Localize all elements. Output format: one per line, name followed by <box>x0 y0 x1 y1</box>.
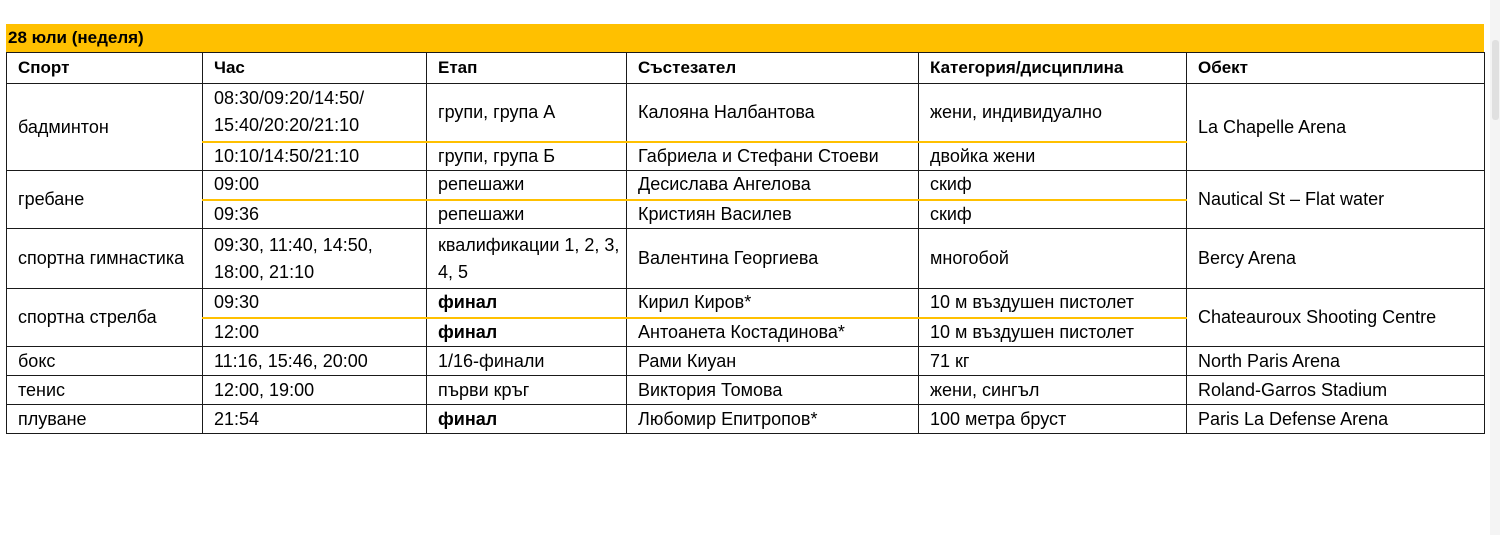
venue-cell: Paris La Defense Arena <box>1187 405 1485 434</box>
time-cell: 21:54 <box>203 405 427 434</box>
table-row <box>7 289 1485 318</box>
sport-cell: тенис <box>7 376 203 405</box>
stage-cell: първи кръг <box>427 376 627 405</box>
category-cell: скиф <box>919 200 1187 229</box>
vertical-scrollbar[interactable] <box>1490 0 1500 535</box>
athlete-cell: Антоанета Костадинова* <box>627 318 919 347</box>
category-cell: жени, сингъл <box>919 376 1187 405</box>
stage-cell: репешажи <box>427 200 627 229</box>
sport-cell: плуване <box>7 405 203 434</box>
time-cell: 08:30/09:20/14:50/ 15:40/20:20/21:10 <box>203 84 427 142</box>
table-row <box>7 84 1485 142</box>
time-cell: 09:30, 11:40, 14:50, 18:00, 21:10 <box>203 229 427 289</box>
table-row <box>7 376 1485 405</box>
athlete-cell: Рами Киуан <box>627 347 919 376</box>
table-row <box>7 171 1485 200</box>
time-cell: 10:10/14:50/21:10 <box>203 142 427 171</box>
athlete-cell: Кристиян Василев <box>627 200 919 229</box>
stage-cell: групи, група А <box>427 84 627 142</box>
sport-cell: гребане <box>7 171 203 229</box>
sport-cell: бокс <box>7 347 203 376</box>
time-cell: 09:30 <box>203 289 427 318</box>
venue-cell: Nautical St – Flat water <box>1187 171 1485 229</box>
stage-cell: квалификации 1, 2, 3, 4, 5 <box>427 229 627 289</box>
schedule-table <box>6 52 1485 434</box>
time-cell: 09:00 <box>203 171 427 200</box>
schedule-sheet <box>6 24 1484 434</box>
sport-cell: бадминтон <box>7 84 203 171</box>
athlete-cell: Десислава Ангелова <box>627 171 919 200</box>
table-row <box>7 347 1485 376</box>
header-row <box>7 53 1485 84</box>
header-time: Час <box>203 53 427 84</box>
athlete-cell: Виктория Томова <box>627 376 919 405</box>
venue-cell: Bercy Arena <box>1187 229 1485 289</box>
stage-cell: финал <box>427 405 627 434</box>
category-cell: жени, индивидуално <box>919 84 1187 142</box>
stage-cell: финал <box>427 318 627 347</box>
header-stage: Етап <box>427 53 627 84</box>
header-venue: Обект <box>1187 53 1485 84</box>
header-sport: Спорт <box>7 53 203 84</box>
venue-cell: Chateauroux Shooting Centre <box>1187 289 1485 347</box>
stage-cell: групи, група Б <box>427 142 627 171</box>
category-cell: скиф <box>919 171 1187 200</box>
category-cell: двойка жени <box>919 142 1187 171</box>
athlete-cell: Кирил Киров* <box>627 289 919 318</box>
sport-cell: спортна гимнастика <box>7 229 203 289</box>
stage-cell: финал <box>427 289 627 318</box>
venue-cell: North Paris Arena <box>1187 347 1485 376</box>
table-row <box>7 405 1485 434</box>
athlete-cell: Габриела и Стефани Стоеви <box>627 142 919 171</box>
athlete-cell: Любомир Епитропов* <box>627 405 919 434</box>
table-row <box>7 229 1485 289</box>
header-category: Категория/дисциплина <box>919 53 1187 84</box>
athlete-cell: Калояна Налбантова <box>627 84 919 142</box>
time-cell: 12:00, 19:00 <box>203 376 427 405</box>
athlete-cell: Валентина Георгиева <box>627 229 919 289</box>
category-cell: 100 метра бруст <box>919 405 1187 434</box>
time-cell: 11:16, 15:46, 20:00 <box>203 347 427 376</box>
category-cell: 10 м въздушен пистолет <box>919 289 1187 318</box>
header-athlete: Състезател <box>627 53 919 84</box>
date-banner: 28 юли (неделя) <box>6 24 1484 52</box>
time-cell: 09:36 <box>203 200 427 229</box>
time-cell: 12:00 <box>203 318 427 347</box>
sport-cell: спортна стрелба <box>7 289 203 347</box>
scrollbar-thumb[interactable] <box>1492 40 1499 120</box>
category-cell: 71 кг <box>919 347 1187 376</box>
venue-cell: La Chapelle Arena <box>1187 84 1485 171</box>
category-cell: 10 м въздушен пистолет <box>919 318 1187 347</box>
stage-cell: 1/16-финали <box>427 347 627 376</box>
category-cell: многобой <box>919 229 1187 289</box>
stage-cell: репешажи <box>427 171 627 200</box>
venue-cell: Roland-Garros Stadium <box>1187 376 1485 405</box>
